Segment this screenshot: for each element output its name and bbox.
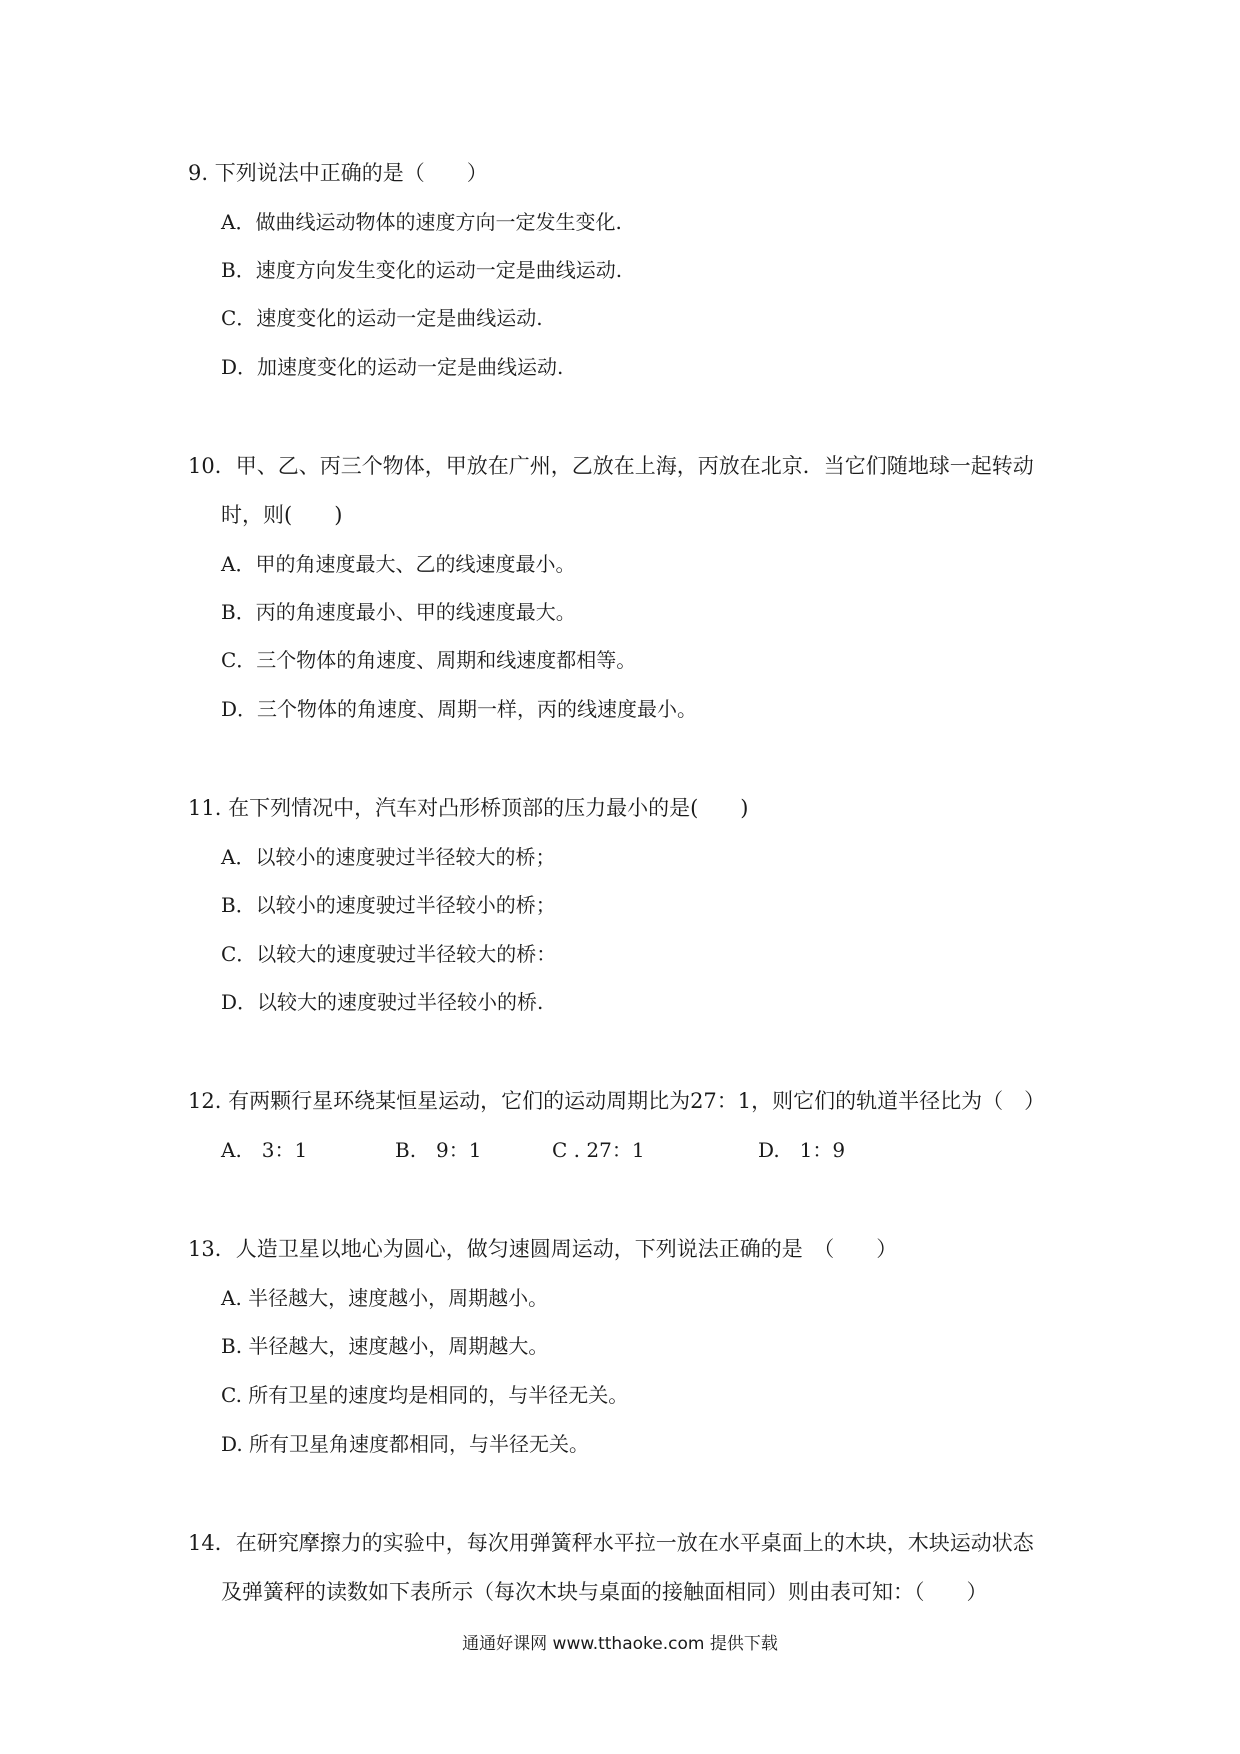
question-9-option-d: D．加速度变化的运动一定是曲线运动. xyxy=(221,355,564,379)
question-10-option-a: A．甲的角速度最大、乙的线速度最小。 xyxy=(221,552,576,576)
question-11-option-c: C．以较大的速度驶过半径较大的桥： xyxy=(221,942,557,966)
question-11-option-d: D．以较大的速度驶过半径较小的桥. xyxy=(221,990,544,1014)
question-11-option-b: B．以较小的速度驶过半径较小的桥； xyxy=(221,893,556,917)
question-11-stem: 11. 在下列情况中，汽车对凸形桥顶部的压力最小的是( ) xyxy=(188,796,749,820)
question-13-option-a: A. 半径越大，速度越小，周期越小。 xyxy=(221,1286,549,1310)
question-10-option-d: D．三个物体的角速度、周期一样，丙的线速度最小。 xyxy=(221,697,698,721)
question-10-stem-continued: 时，则( ) xyxy=(221,503,343,527)
question-10-option-b: B．丙的角速度最小、甲的线速度最大。 xyxy=(221,600,576,624)
question-12-stem: 12. 有两颗行星环绕某恒星运动，它们的运动周期比为27：1，则它们的轨道半径比为（ ） xyxy=(188,1089,1046,1113)
question-9-option-b: B．速度方向发生变化的运动一定是曲线运动. xyxy=(221,258,623,282)
question-9-option-c: C．速度变化的运动一定是曲线运动. xyxy=(221,306,543,330)
page-footer: 通通好课网 www.tthaoke.com 提供下载 xyxy=(462,1634,778,1654)
question-10-stem: 10．甲、乙、丙三个物体，甲放在广州，乙放在上海，丙放在北京．当它们随地球一起转动 xyxy=(188,454,1034,478)
question-14-stem-continued: 及弹簧秤的读数如下表所示（每次木块与桌面的接触面相同）则由表可知：（ ） xyxy=(221,1580,988,1604)
question-13-option-b: B. 半径越大，速度越小，周期越大。 xyxy=(221,1334,549,1358)
question-9-option-a: A．做曲线运动物体的速度方向一定发生变化. xyxy=(221,210,622,234)
question-13-option-d: D. 所有卫星角速度都相同，与半径无关。 xyxy=(221,1432,590,1456)
question-11-option-a: A．以较小的速度驶过半径较大的桥； xyxy=(221,845,556,869)
question-9-stem: 9. 下列说法中正确的是（ ） xyxy=(188,161,488,185)
question-12-option-c: C . 27：1 xyxy=(552,1138,645,1162)
question-12-option-a: A. 3：1 xyxy=(221,1138,308,1162)
question-10-option-c: C．三个物体的角速度、周期和线速度都相等。 xyxy=(221,648,637,672)
question-12-option-d: D. 1：9 xyxy=(758,1138,846,1162)
question-13-option-c: C. 所有卫星的速度均是相同的，与半径无关。 xyxy=(221,1383,629,1407)
question-14-stem: 14．在研究摩擦力的实验中，每次用弹簧秤水平拉一放在水平桌面上的木块，木块运动状态 xyxy=(188,1531,1034,1555)
question-13-stem: 13．人造卫星以地心为圆心，做匀速圆周运动，下列说法正确的是 （ ） xyxy=(188,1237,898,1261)
question-12-option-b: B. 9：1 xyxy=(395,1138,482,1162)
